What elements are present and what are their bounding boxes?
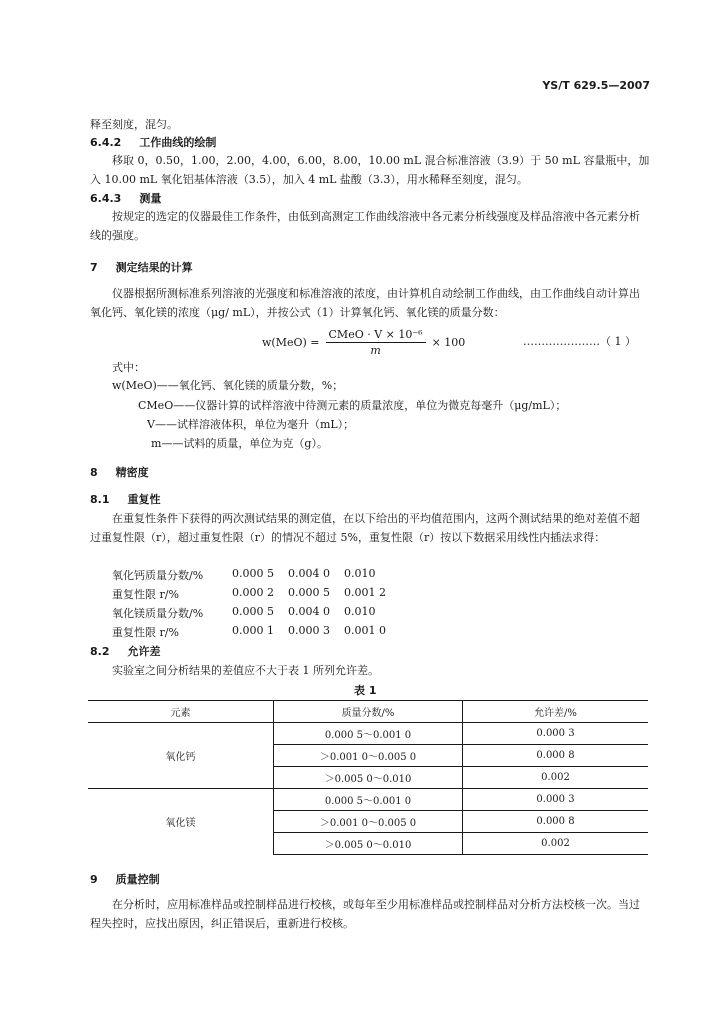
range-cell: ＞0.001 0～0.005 0 bbox=[274, 811, 463, 833]
where-label: 式中： bbox=[112, 361, 145, 374]
precision-label: 重复性限 r/% bbox=[112, 626, 179, 639]
standard-number: YS/T 629.5—2007 bbox=[542, 79, 650, 92]
section-title: 测定结果的计算 bbox=[115, 261, 193, 274]
section-number: 6.4.3 bbox=[90, 192, 122, 205]
section-heading-9 bbox=[90, 871, 160, 887]
section-number: 7 bbox=[90, 261, 98, 274]
precision-value: 0.000 1 bbox=[232, 624, 274, 637]
section-heading-8-2 bbox=[90, 643, 161, 659]
section-title: 允许差 bbox=[127, 645, 161, 658]
table-caption: 表 1 bbox=[354, 684, 377, 697]
section-heading-8 bbox=[90, 464, 149, 480]
precision-value: 0.000 2 bbox=[232, 586, 274, 599]
variable-description: ——仪器计算的试样溶液中待测元素的质量浓度，单位为微克每毫升（μg/mL）； bbox=[173, 399, 567, 412]
paragraph-8-2: 实验室之间分析结果的差值应不大于表 1 所列允许差。 bbox=[112, 664, 379, 677]
precision-value: 0.001 0 bbox=[344, 624, 386, 637]
section-number: 6.4.2 bbox=[90, 136, 122, 149]
element-cell: 氧化镁 bbox=[88, 789, 274, 855]
precision-value: 0.001 2 bbox=[344, 586, 386, 599]
section-heading-8-1 bbox=[90, 491, 161, 507]
section-title: 测量 bbox=[139, 192, 162, 205]
element-cell: 氧化钙 bbox=[88, 723, 274, 789]
section-number: 8.2 bbox=[90, 645, 110, 658]
tolerance-cell: 0.002 bbox=[463, 833, 649, 855]
variable-definition bbox=[112, 377, 343, 393]
range-cell: 0.000 5～0.001 0 bbox=[274, 789, 463, 811]
table-header-cell: 质量分数/% bbox=[274, 701, 463, 723]
range-cell: ＞0.005 0～0.010 bbox=[274, 833, 463, 855]
section-heading-6-4-3 bbox=[90, 190, 161, 206]
variable-symbol: m bbox=[151, 437, 162, 450]
variable-description: ——氧化钙、氧化镁的质量分数，%； bbox=[156, 379, 344, 392]
tolerance-cell: 0.000 8 bbox=[463, 745, 649, 767]
formula-lhs: w(MeO) = bbox=[262, 336, 320, 349]
variable-definition bbox=[151, 435, 328, 451]
paragraph-6-4-3: 按规定的选定的仪器最佳工作条件，由低到高测定工作曲线溶液中各元素分析线强度及样品溶液中各元素分析线的强度。 bbox=[90, 210, 640, 242]
range-cell: 0.000 5～0.001 0 bbox=[274, 723, 463, 745]
formula-fraction bbox=[326, 328, 426, 357]
equation-number: …………………（ 1 ） bbox=[523, 335, 636, 348]
precision-label: 氧化钙质量分数/% bbox=[112, 569, 204, 582]
section-title: 重复性 bbox=[127, 493, 161, 506]
precision-value: 0.004 0 bbox=[288, 605, 330, 618]
range-cell: ＞0.001 0～0.005 0 bbox=[274, 745, 463, 767]
table-header-cell: 允许差/% bbox=[463, 701, 649, 723]
precision-value: 0.000 5 bbox=[288, 586, 330, 599]
table-header-cell: 元素 bbox=[88, 701, 274, 723]
section-number: 8.1 bbox=[90, 493, 110, 506]
tolerance-cell: 0.000 3 bbox=[463, 723, 649, 745]
variable-definition bbox=[147, 416, 354, 432]
tolerance-cell: 0.000 8 bbox=[463, 811, 649, 833]
tolerance-cell: 0.002 bbox=[463, 767, 649, 789]
section-number: 9 bbox=[90, 873, 98, 886]
section-heading-6-4-2 bbox=[90, 134, 216, 150]
section-title: 精密度 bbox=[115, 466, 149, 479]
variable-description: ——试料的质量，单位为克（g）。 bbox=[161, 437, 328, 450]
section-title: 工作曲线的绘制 bbox=[139, 136, 217, 149]
paragraph-9: 在分析时，应用标准样品或控制样品进行校核，或每年至少用标准样品或控制样品对分析方法校核一次。当过程失控时，应找出原因，纠正错误后，重新进行校核。 bbox=[90, 898, 640, 930]
variable-symbol: V bbox=[147, 418, 155, 431]
paragraph-7: 仪器根据所测标准系列溶液的光强度和标准溶液的浓度，由计算机自动绘制工作曲线，由工作曲线自动计算出氧化钙、氧化镁的浓度（μg/ mL），并按公式（1）计算氧化钙、氧化镁的质量分数： bbox=[90, 287, 640, 319]
precision-value: 0.000 5 bbox=[232, 605, 274, 618]
variable-definition bbox=[138, 397, 566, 413]
formula-numerator: CMeO · V × 10⁻⁶ bbox=[326, 328, 426, 343]
tolerance-cell: 0.000 3 bbox=[463, 789, 649, 811]
precision-value: 0.010 bbox=[344, 567, 376, 580]
formula-rhs: × 100 bbox=[431, 336, 466, 349]
section-number: 8 bbox=[90, 466, 98, 479]
precision-label: 重复性限 r/% bbox=[112, 588, 179, 601]
section-heading-7 bbox=[90, 259, 193, 275]
precision-value: 0.000 3 bbox=[288, 624, 330, 637]
precision-value: 0.010 bbox=[344, 605, 376, 618]
paragraph-8-1: 在重复性条件下获得的两次测试结果的测定值，在以下给出的平均值范围内，这两个测试结果的绝对差值不超过重复性限（r），超过重复性限（r）的情况不超过 5%，重复性限（r）按以下数据采用线性内插法求得： bbox=[90, 512, 640, 544]
formula-1 bbox=[262, 328, 465, 357]
precision-value: 0.000 5 bbox=[232, 567, 274, 580]
table-row bbox=[88, 789, 648, 811]
table-header-row bbox=[88, 701, 648, 723]
variable-symbol: w(MeO) bbox=[112, 379, 157, 392]
table-row bbox=[88, 723, 648, 745]
formula-denominator: m bbox=[370, 344, 381, 357]
variable-description: ——试样溶液体积，单位为毫升（mL）； bbox=[154, 418, 355, 431]
section-title: 质量控制 bbox=[115, 873, 160, 886]
tolerance-table bbox=[88, 700, 648, 855]
precision-value: 0.004 0 bbox=[288, 567, 330, 580]
paragraph-6-4-2: 移取 0，0.50，1.00，2.00，4.00，6.00，8.00，10.00 mL 混合标准溶液（3.9）于 50 mL 容量瓶中，加入 10.00 mL 氧化铝基体溶液（3.5），加入 4 mL 盐酸（3.3），用水稀释至刻度，混匀。 bbox=[90, 154, 650, 186]
precision-label: 氧化镁质量分数/% bbox=[112, 607, 204, 620]
continued-text: 释至刻度，混匀。 bbox=[90, 118, 178, 131]
variable-symbol: CMeO bbox=[138, 399, 174, 412]
range-cell: ＞0.005 0～0.010 bbox=[274, 767, 463, 789]
